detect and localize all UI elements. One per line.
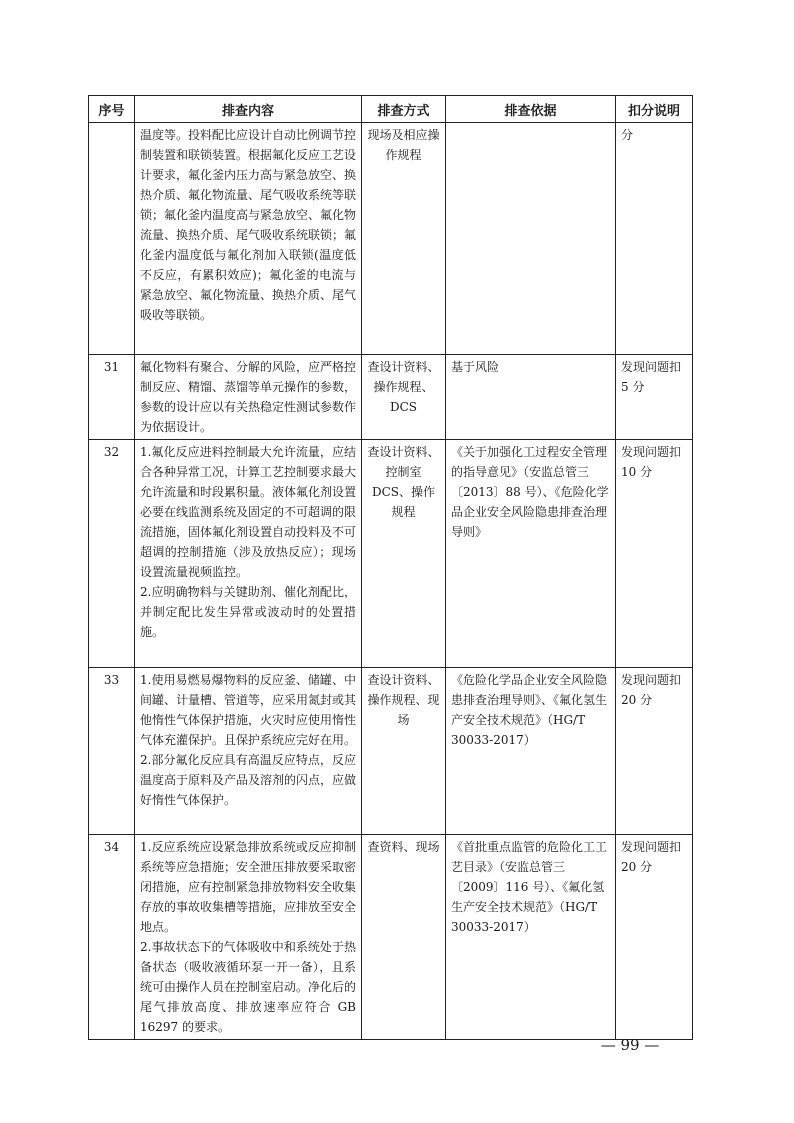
table-row xyxy=(89,835,693,1040)
content-paragraph: 1.反应系统应设紧急排放系统或反应抑制系统等应急措施；安全泄压排放要采取密闭措施，应有控制紧急排放物料安全收集存放的事故收集槽等措施，应排放至安全地点。 xyxy=(140,840,357,934)
content-paragraph: 1.使用易燃易爆物料的反应釜、储罐、中间罐、计量槽、管道等，应采用氮封或其他惰性气体保护措施，火灾时应使用惰性气体充灌保护。且保护系统应完好在用。 xyxy=(140,673,357,747)
row-deduction: 发现问题扣 10 分 xyxy=(616,440,693,668)
content-paragraph: 1.氟化反应进料控制最大允许流量，应结合各种异常工况，计算工艺控制要求最大允许流量和时段累积量。液体氟化剂设置必要在线监测系统及固定的不可超调的限流措施，固体氟化剂设置自动投料及不可超调的控制措施（涉及放热反应）；现场设置流量视频监控。 xyxy=(140,445,357,579)
row-method: 查设计资料、操作规程、DCS xyxy=(362,355,446,440)
row-number: 34 xyxy=(89,835,135,1040)
row-deduction: 分 xyxy=(616,123,693,355)
basis-paragraph: 基于风险 xyxy=(451,360,500,374)
row-method: 查资料、现场 xyxy=(362,835,446,1040)
row-deduction: 发现问题扣 20 分 xyxy=(616,835,693,1040)
row-deduction: 发现问题扣 5 分 xyxy=(616,355,693,440)
row-number: 31 xyxy=(89,355,135,440)
header-basis: 排查依据 xyxy=(446,96,616,123)
row-method: 查设计资料、控制室DCS、操作规程 xyxy=(362,440,446,668)
row-content xyxy=(135,123,362,355)
row-method: 现场及相应操作规程 xyxy=(362,123,446,355)
row-basis xyxy=(446,440,616,668)
content-paragraph: 2.事故状态下的气体吸收中和系统处于热备状态（吸收液循环泵一开一备），且系统可由操作人员在控制室启动。净化后的尾气排放高度、排放速率应符合 GB 16297 的要求。 xyxy=(140,940,357,1034)
basis-paragraph: 《首批重点监管的危险化工工艺目录》（安监总管三〔2009〕116 号）、《氟化氢生产安全技术规范》（HG/T 30033-2017） xyxy=(451,840,608,934)
header-deduction: 扣分说明 xyxy=(616,96,693,123)
table-row xyxy=(89,123,693,355)
content-paragraph: 氟化物料有聚合、分解的风险，应严格控制反应、精馏、蒸馏等单元操作的参数，参数的设计应以有关热稳定性测试参数作为依据设计。 xyxy=(140,360,357,434)
table-header-row xyxy=(89,96,693,123)
header-method: 排查方式 xyxy=(362,96,446,123)
row-content xyxy=(135,355,362,440)
table-body xyxy=(89,123,693,1040)
row-content xyxy=(135,835,362,1040)
header-no: 序号 xyxy=(89,96,135,123)
table-row xyxy=(89,440,693,668)
row-basis xyxy=(446,123,616,355)
row-basis xyxy=(446,835,616,1040)
row-method: 查设计资料、操作规程、现场 xyxy=(362,668,446,835)
row-number: 32 xyxy=(89,440,135,668)
basis-paragraph: 《危险化学品企业安全风险隐患排查治理导则》、《氟化氢生产安全技术规范》（HG/T 30033-2017） xyxy=(451,673,608,747)
row-deduction: 发现问题扣 20 分 xyxy=(616,668,693,835)
row-number xyxy=(89,123,135,355)
row-basis xyxy=(446,668,616,835)
row-content xyxy=(135,440,362,668)
row-number: 33 xyxy=(89,668,135,835)
table-row xyxy=(89,668,693,835)
row-content xyxy=(135,668,362,835)
basis-paragraph: 《关于加强化工过程安全管理的指导意见》（安监总管三〔2013〕88 号）、《危险化学品企业安全风险隐患排查治理导则》 xyxy=(451,445,609,539)
page-number: — 99 — xyxy=(600,1036,660,1054)
row-basis xyxy=(446,355,616,440)
content-paragraph: 2.部分氟化反应具有高温反应特点，反应温度高于原料及产品及溶剂的闪点，应做好惰性气体保护。 xyxy=(140,753,357,807)
content-paragraph: 2.应明确物料与关键助剂、催化剂配比，并制定配比发生异常或波动时的处置措施。 xyxy=(140,585,356,639)
content-paragraph: 温度等。投料配比应设计自动比例调节控制装置和联锁装置。根据氟化反应工艺设计要求，氟化釜内压力高与紧急放空、换热介质、氟化物流量、尾气吸收系统等联锁；氟化釜内温度高与紧急放空、氟化物流量、换热介质、尾气吸收系统联锁；氟化釜内温度低与氟化剂加入联锁(温度低不反应，有累积效应)；氟化釜的电流与紧急放空、氟化物流量、换热介质、尾气吸收等联锁。 xyxy=(140,128,357,322)
table-row xyxy=(89,355,693,440)
inspection-table xyxy=(88,95,693,1040)
header-content: 排查内容 xyxy=(135,96,362,123)
